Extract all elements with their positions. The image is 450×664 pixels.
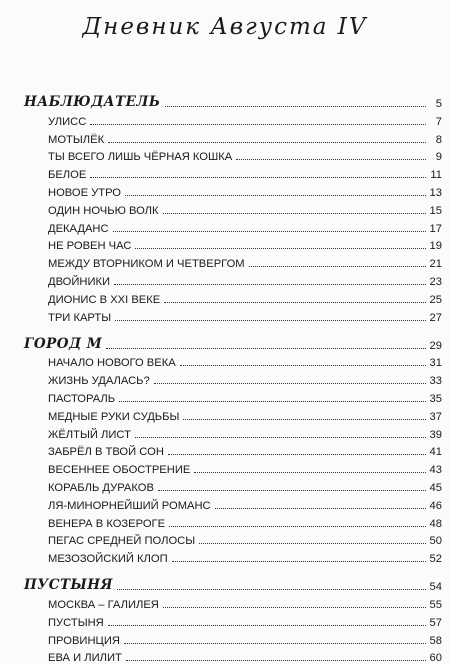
page-number: 60 — [429, 652, 442, 664]
page-number: 27 — [429, 311, 442, 324]
entry-title: ДВОЙНИКИ — [48, 275, 111, 288]
entry-title: МОСКВА – ГАЛИЛЕЯ — [48, 598, 159, 611]
dot-leader — [172, 560, 426, 562]
dot-leader — [135, 247, 426, 249]
entry-title: МЕЖДУ ВТОРНИКОМ И ЧЕТВЕРГОМ — [48, 258, 245, 271]
page-number: 31 — [429, 357, 442, 370]
page-number: 19 — [429, 240, 442, 253]
toc-entry[interactable] — [24, 629, 442, 647]
dot-leader — [125, 194, 426, 196]
page-number: 41 — [429, 446, 442, 459]
entry-title: ПРОВИНЦИЯ — [48, 634, 120, 647]
entry-title: ЖЁЛТЫЙ ЛИСТ — [48, 428, 131, 441]
dot-leader — [183, 418, 426, 420]
dot-leader — [165, 105, 426, 107]
page-number: 8 — [435, 133, 442, 146]
entry-title: ПАСТОРАЛЬ — [48, 392, 116, 405]
toc-entry[interactable] — [24, 306, 442, 324]
dot-leader — [236, 158, 426, 160]
page-number: 25 — [429, 293, 442, 306]
page-number: 43 — [429, 464, 442, 477]
page-number: 48 — [429, 517, 442, 530]
entry-title: НЕ РОВЕН ЧАС — [48, 240, 132, 253]
dot-leader — [114, 283, 426, 285]
entry-title: МОТЫЛЁК — [48, 133, 105, 146]
dot-leader — [106, 347, 426, 349]
entry-title: ОДИН НОЧЬЮ ВОЛК — [48, 204, 159, 217]
toc-entry[interactable] — [24, 476, 442, 494]
toc-entry[interactable] — [24, 611, 442, 629]
page-number: 33 — [429, 375, 442, 388]
dot-leader — [215, 507, 426, 509]
entry-title: ПЕГАС СРЕДНЕЙ ПОЛОСЫ — [48, 535, 196, 548]
page-title: Дневник Августа IV — [82, 14, 368, 40]
page-number: 52 — [429, 553, 442, 566]
page-number: 58 — [429, 634, 442, 647]
page-number: 37 — [429, 410, 442, 423]
dot-leader — [90, 176, 426, 178]
dot-leader — [180, 364, 426, 366]
entry-title: НОВОЕ УТРО — [48, 186, 122, 199]
toc-entry[interactable] — [24, 547, 442, 565]
toc-section[interactable] — [24, 84, 442, 110]
toc-section[interactable] — [24, 567, 442, 593]
dot-leader — [163, 212, 426, 214]
dot-leader — [169, 525, 426, 527]
page-number: 23 — [429, 275, 442, 288]
entry-title: ЛЯ-МИНОРНЕЙШИЙ РОМАНС — [48, 499, 211, 512]
entry-title: ДИОНИС В XXI ВЕКЕ — [48, 293, 161, 306]
toc-entry[interactable] — [24, 593, 442, 611]
page-number: 17 — [429, 222, 442, 235]
dot-leader — [249, 265, 426, 267]
dot-leader — [194, 471, 426, 473]
section-title: ГОРОД М — [24, 335, 103, 352]
dot-leader — [115, 319, 426, 321]
page-number: 11 — [430, 169, 442, 182]
toc-entry[interactable] — [24, 512, 442, 530]
dot-leader — [199, 542, 426, 544]
section-title: ПУСТЫНЯ — [24, 577, 113, 594]
page-number: 5 — [435, 98, 442, 110]
entry-title: ДЕКАДАНС — [48, 222, 109, 235]
toc-entry[interactable] — [24, 217, 442, 235]
entry-title: ВЕСЕННЕЕ ОБОСТРЕНИЕ — [48, 464, 191, 477]
entry-title: БЕЛОЕ — [48, 169, 87, 182]
entry-title: КОРАБЛЬ ДУРАКОВ — [48, 481, 154, 494]
page-number: 13 — [429, 186, 442, 199]
toc-section[interactable] — [24, 326, 442, 352]
entry-title: МЕДНЫЕ РУКИ СУДЬБЫ — [48, 410, 180, 423]
page-number: 55 — [429, 598, 442, 611]
page-number: 21 — [429, 258, 442, 271]
toc-entry[interactable] — [24, 405, 442, 423]
toc-entry[interactable] — [24, 352, 442, 370]
entry-title: НАЧАЛО НОВОГО ВЕКА — [48, 357, 176, 370]
dot-leader — [108, 624, 426, 626]
dot-leader — [135, 436, 426, 438]
entry-title: ЕВА И ЛИЛИТ — [48, 652, 122, 664]
toc-entry[interactable] — [24, 270, 442, 288]
dot-leader — [158, 489, 426, 491]
dot-leader — [108, 141, 426, 143]
dot-leader — [168, 453, 426, 455]
toc-entry[interactable] — [24, 199, 442, 217]
page-number: 50 — [429, 535, 442, 548]
entry-title: ВЕНЕРА В КОЗЕРОГЕ — [48, 517, 166, 530]
dot-leader — [163, 606, 426, 608]
dot-leader — [119, 400, 426, 402]
page-number: 39 — [429, 428, 442, 441]
entry-title: МЕЗОЗОЙСКИЙ КЛОП — [48, 553, 168, 566]
toc-entry[interactable] — [24, 647, 442, 664]
page-number: 7 — [435, 115, 442, 128]
entry-title: ЗАБРЁЛ В ТВОЙ СОН — [48, 446, 164, 459]
toc-entry[interactable] — [24, 458, 442, 476]
toc-entry[interactable] — [24, 530, 442, 548]
table-of-contents — [24, 82, 442, 664]
toc-entry[interactable] — [24, 235, 442, 253]
dot-leader — [117, 588, 426, 590]
toc-entry[interactable] — [24, 128, 442, 146]
toc-entry[interactable] — [24, 387, 442, 405]
dot-leader — [164, 301, 426, 303]
toc-entry[interactable] — [24, 423, 442, 441]
page-number: 45 — [429, 481, 442, 494]
toc-entry[interactable] — [24, 163, 442, 181]
entry-title: ТРИ КАРТЫ — [48, 311, 112, 324]
page-number: 35 — [429, 392, 442, 405]
entry-title: УЛИСС — [48, 115, 87, 128]
toc-entry[interactable] — [24, 181, 442, 199]
dot-leader — [90, 123, 426, 125]
toc-entry[interactable] — [24, 110, 442, 128]
dot-leader — [113, 230, 426, 232]
entry-title: ТЫ ВСЕГО ЛИШЬ ЧЁРНАЯ КОШКА — [48, 151, 233, 164]
entry-title: ЖИЗНЬ УДАЛАСЬ? — [48, 375, 150, 388]
toc-entry[interactable] — [24, 369, 442, 387]
page-number: 46 — [429, 499, 442, 512]
toc-entry[interactable] — [24, 288, 442, 306]
toc-entry[interactable] — [24, 494, 442, 512]
page-number: 15 — [429, 204, 442, 217]
section-title: НАБЛЮДАТЕЛЬ — [24, 94, 161, 110]
page-number: 29 — [429, 339, 442, 352]
dot-leader — [154, 382, 426, 384]
toc-entry[interactable] — [24, 252, 442, 270]
entry-title: ПУСТЫНЯ — [48, 616, 104, 629]
dot-leader — [126, 659, 426, 661]
toc-entry[interactable] — [24, 441, 442, 459]
page-number: 57 — [429, 616, 442, 629]
page-number: 9 — [435, 151, 442, 164]
page-number: 54 — [429, 581, 442, 594]
toc-entry[interactable] — [24, 146, 442, 164]
